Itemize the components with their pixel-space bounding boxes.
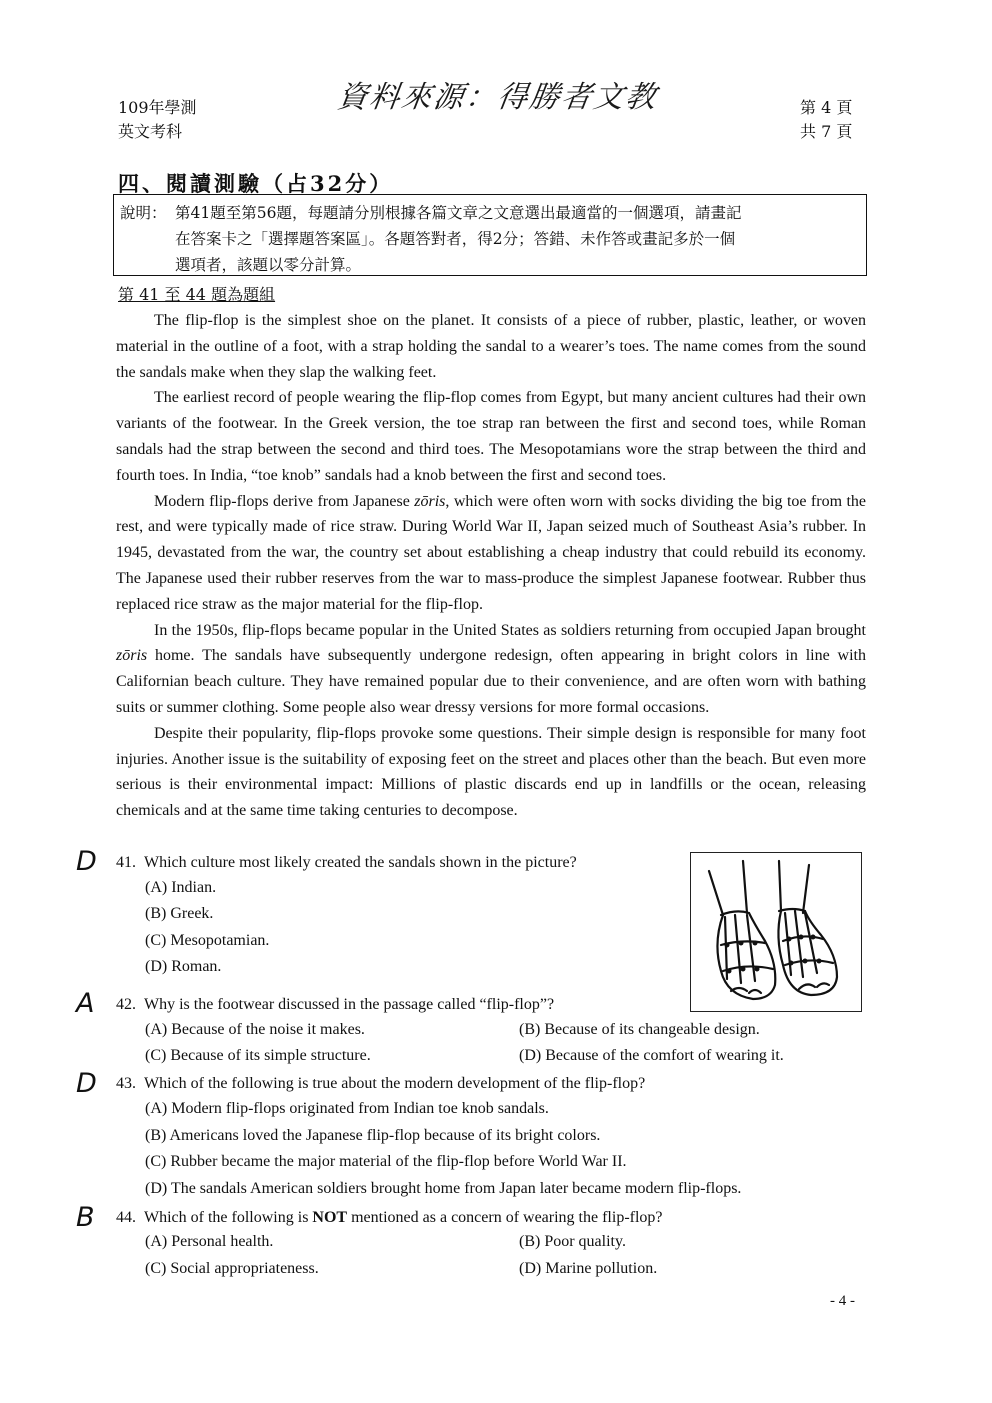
sandal-figure <box>690 852 862 1012</box>
option-41-b: (B) Greek. <box>145 905 214 922</box>
question-text: Which culture most likely created the sandals shown in the picture? <box>144 854 577 871</box>
question-number: 41. <box>116 854 136 871</box>
question-text-part: Which of the following is <box>144 1209 313 1226</box>
exam-header-left <box>118 96 197 144</box>
option-42-a: (A) Because of the noise it makes. <box>145 1021 365 1038</box>
passage-paragraph-2: The earliest record of people wearing the flip-flop comes from Egypt, but many ancient cultures had their own variants of the footwear. In the Greek version, the toe strap ran between the first and second toes, while Roman sandals had the strap between the second and third toes. The Mesopotamians wore the strap between the third and fourth toes. In India, “toe knob” sandals had a knob between the first and second toes. <box>116 389 866 484</box>
exam-subject-label: 英文考科 <box>118 122 183 141</box>
question-text-part: mentioned as a concern of wearing the flip-flop? <box>347 1209 663 1226</box>
passage-paragraph-1: The flip-flop is the simplest shoe on the planet. It consists of a piece of rubber, plastic, leather, or woven material in the outline of a foot, with a strap holding the sandal to a wearer’s toes. The name comes from the sound the sandals make when they slap the walking feet. <box>116 312 866 381</box>
handwritten-answer-44: B <box>76 1202 95 1233</box>
exam-header-right <box>800 96 852 144</box>
option-43-d: (D) The sandals American soldiers brought home from Japan later became modern flip-flops. <box>145 1180 742 1197</box>
page-index-label: 第 4 頁 <box>800 98 853 117</box>
passage-paragraph-3: Modern flip-flops derive from Japanese zōris, which were often worn with socks dividing the big toe from the rest, and were typically made of rice straw. During World War II, Japan seized much of Southeast Asia’s rubber. In 1945, devastated from the war, the country set about establishing a cheap industry that could rebuild its economy. The Japanese used their rubber reserves from the war to mass-produce the simplest Japanese footwear. Rubber thus replaced rice straw as the major material for the flip-flop. <box>116 492 867 613</box>
option-41-c: (C) Mesopotamian. <box>145 932 270 949</box>
option-43-a: (A) Modern flip-flops originated from Indian toe knob sandals. <box>145 1100 549 1117</box>
instructions-line-2: 在答案卡之「選擇題答案區」。各題答對者，得2分；答錯、未作答或畫記多於一個 <box>175 230 736 248</box>
option-44-d: (D) Marine pollution. <box>519 1260 658 1277</box>
question-emphasis: NOT <box>312 1209 348 1226</box>
handwritten-answer-41: D <box>76 846 97 877</box>
question-text <box>144 1207 663 1229</box>
instructions-line-1: 第41題至第56題，每題請分別根據各篇文章之文意選出最適當的一個選項，請畫記 <box>175 204 742 222</box>
sandal-illustration-icon <box>691 853 861 1011</box>
option-44-c: (C) Social appropriateness. <box>145 1260 319 1277</box>
handwritten-source-title: 資料來源：得勝者文教 <box>335 80 660 115</box>
question-number: 44. <box>116 1209 136 1226</box>
option-42-d: (D) Because of the comfort of wearing it. <box>519 1047 784 1064</box>
question-number: 42. <box>116 996 136 1013</box>
option-44-a: (A) Personal health. <box>145 1233 274 1250</box>
option-41-a: (A) Indian. <box>145 879 217 896</box>
option-44-b: (B) Poor quality. <box>519 1233 626 1250</box>
option-43-b: (B) Americans loved the Japanese flip-flop because of its bright colors. <box>145 1127 601 1144</box>
question-group-label: 第 41 至 44 題為題組 <box>118 285 276 304</box>
handwritten-answer-43: D <box>76 1068 97 1099</box>
question-text: Which of the following is true about the modern development of the flip-flop? <box>144 1075 646 1092</box>
instructions-line-3: 選項者，該題以零分計算。 <box>175 256 362 274</box>
passage-paragraph-4: In the 1950s, flip-flops became popular in the United States as soldiers returning from occupied Japan brought zōris home. The sandals have subsequently undergone redesign, often appearing in bright colors in line with Californian beach culture. They have remained popular due to their convenience, and are often worn with bathing suits or summer clothing. Some people also wear dressy versions for more formal occasions. <box>116 621 866 716</box>
instructions-label: 說明： <box>120 204 167 222</box>
option-43-c: (C) Rubber became the major material of the flip-flop before World War II. <box>145 1153 627 1170</box>
option-42-c: (C) Because of its simple structure. <box>145 1047 371 1064</box>
exam-year-label: 109年學測 <box>118 98 197 117</box>
reading-passage <box>116 308 866 824</box>
option-41-d: (D) Roman. <box>145 958 222 975</box>
section-title: 四、閱讀測驗（占32分） <box>118 171 394 196</box>
page-number: - 4 - <box>830 1293 855 1309</box>
page-total-label: 共 7 頁 <box>800 122 853 141</box>
option-42-b: (B) Because of its changeable design. <box>519 1021 760 1038</box>
handwritten-answer-42: A <box>76 988 95 1019</box>
passage-paragraph-5: Despite their popularity, flip-flops provoke some questions. Their simple design is responsible for many foot injuries. Another issue is the suitability of exposing feet on the street and places other than the beach. But even more serious is their environmental impact: Millions of plastic discards end up in landfills or the ocean, releasing chemicals and at the same time taking centuries to decompose. <box>116 724 866 820</box>
question-number: 43. <box>116 1075 136 1092</box>
question-text: Why is the footwear discussed in the passage called “flip-flop”? <box>144 996 555 1013</box>
instructions-text <box>175 200 865 278</box>
